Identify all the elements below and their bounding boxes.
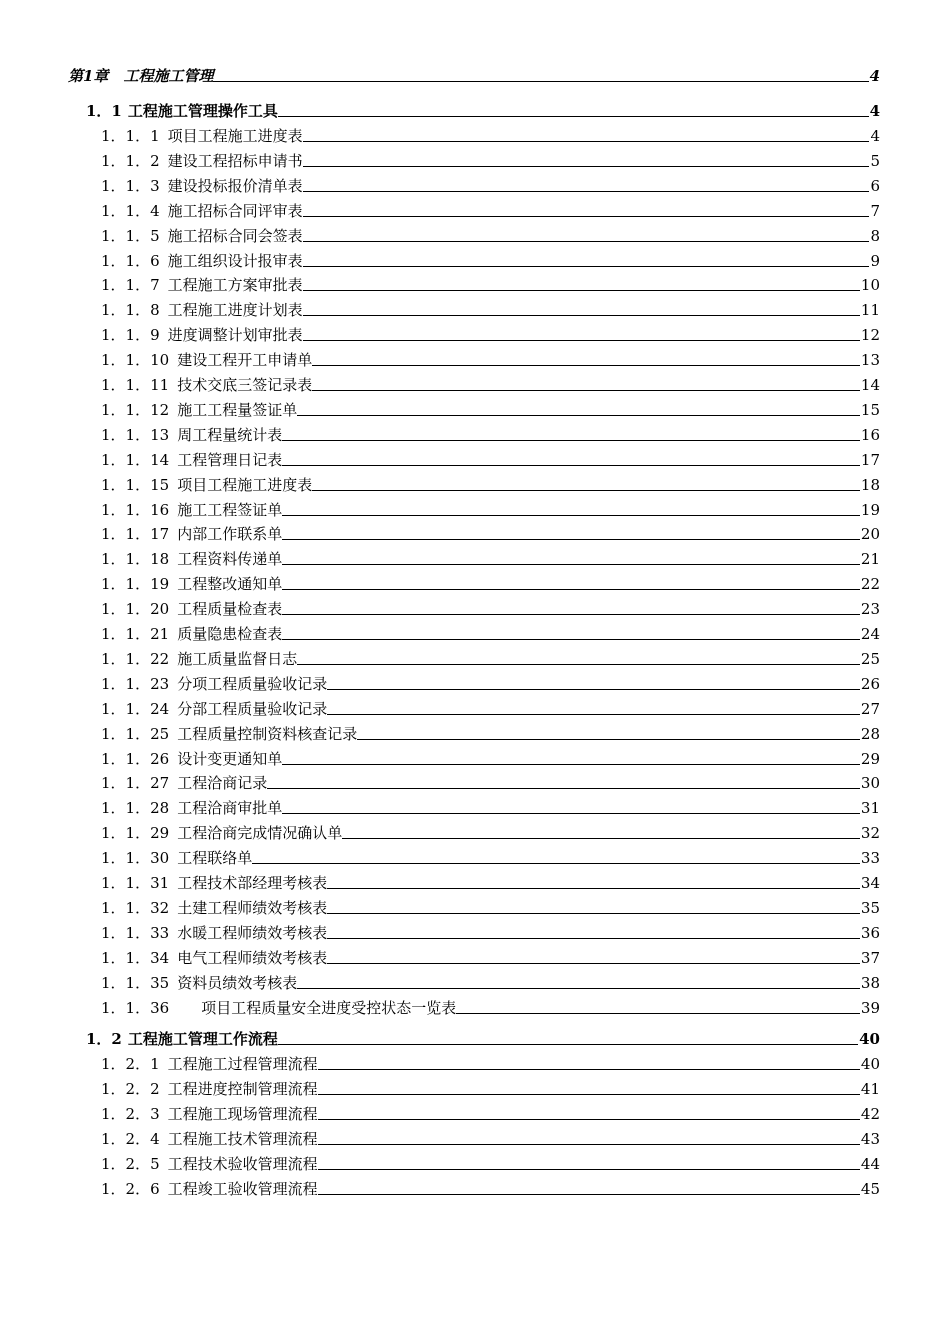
page-number: 28 (860, 724, 880, 743)
page-number: 35 (860, 898, 880, 917)
dot-leader (282, 763, 860, 765)
toc-item-entry-title: 工程整改通知单 (177, 575, 283, 594)
page-number: 33 (860, 849, 880, 868)
page-number: 16 (860, 425, 880, 444)
toc-item-entry-title: 工程管理日记表 (177, 450, 283, 469)
toc-item-entry-title: 施工质量监督日志 (177, 649, 298, 668)
page-number: 30 (860, 774, 880, 793)
toc-item-entry-title: 工程洽商完成情况确认单 (177, 824, 343, 843)
toc-item-entry-title: 建设投标报价清单表 (167, 176, 303, 195)
toc-item-entry[interactable] (101, 795, 880, 817)
toc-item-entry[interactable] (101, 1151, 880, 1173)
toc-item-entry-title: 建设工程开工申请单 (177, 351, 313, 370)
toc-item-entry-number: 1．1．20 (101, 600, 170, 619)
toc-item-entry-title: 项目工程质量安全进度受控状态一览表 (201, 998, 457, 1017)
toc-item-entry-number: 1．1．3 (101, 176, 160, 195)
toc-item-entry-number: 1．1．36 (101, 998, 170, 1017)
toc-item-entry-number: 1．2．2 (101, 1080, 160, 1099)
toc-item-entry-title: 工程质量检查表 (177, 600, 283, 619)
dot-leader (303, 140, 870, 142)
page-number: 37 (860, 948, 880, 967)
page-number: 44 (860, 1155, 880, 1173)
toc-item-entry-number: 1．1．5 (101, 226, 160, 245)
toc-item-entry-number: 1．1．31 (101, 874, 170, 892)
toc-item-entry-title: 分项工程质量验收记录 (177, 674, 328, 693)
toc-item-entry-title: 资料员绩效考核表 (177, 973, 298, 992)
toc-item-entry-title: 工程施工现场管理流程 (167, 1105, 318, 1124)
dot-leader (303, 265, 870, 267)
page-number: 31 (860, 799, 880, 818)
toc-item-entry-number: 1．1．33 (101, 923, 170, 942)
dot-leader (303, 240, 870, 242)
toc-item-entry-number: 1．1．12 (101, 400, 170, 419)
toc-item-entry-title: 电气工程师绩效考核表 (177, 948, 328, 967)
page-number: 7 (870, 201, 880, 220)
page-number: 38 (860, 973, 880, 992)
toc-item-entry-title: 工程技术验收管理流程 (167, 1155, 318, 1173)
toc-item-entry[interactable] (101, 770, 880, 792)
dot-leader (327, 937, 860, 939)
page-number: 6 (870, 176, 880, 195)
dot-leader (456, 1012, 860, 1014)
page-number: 18 (860, 475, 880, 494)
toc-item-entry-title: 工程质量控制资料核查记录 (177, 724, 358, 743)
chapter-number: 第1章 (68, 67, 124, 85)
toc-item-entry[interactable] (101, 671, 880, 693)
page-number: 26 (860, 674, 880, 693)
dot-leader (303, 165, 870, 167)
page-number: 25 (860, 649, 880, 668)
page-number: 23 (860, 600, 880, 619)
toc-item-entry[interactable] (101, 1076, 880, 1098)
dot-leader (327, 713, 860, 715)
toc-item-entry[interactable] (101, 397, 880, 419)
dot-leader (282, 588, 860, 590)
dot-leader (282, 613, 860, 615)
page-number: 45 (860, 1179, 880, 1198)
page-number: 9 (870, 251, 880, 270)
toc-item-entry[interactable] (101, 920, 880, 942)
dot-leader (282, 464, 860, 466)
toc-item-entry-title: 施工招标合同会签表 (167, 226, 303, 245)
dot-leader (252, 862, 860, 864)
toc-item-entry[interactable] (101, 596, 880, 618)
toc-item-entry-title: 施工工程量签证单 (177, 400, 298, 419)
toc-item-entry-number: 1．1．35 (101, 973, 170, 992)
toc-item-entry-number: 1．1．15 (101, 475, 170, 494)
page-number: 40 (859, 1030, 880, 1049)
toc-item-entry-title: 施工招标合同评审表 (167, 201, 303, 220)
dot-leader (327, 912, 860, 914)
page-number: 4 (869, 102, 880, 120)
toc-item-entry-title: 分部工程质量验收记录 (177, 699, 328, 718)
toc-item-entry-number: 1．2．5 (101, 1155, 160, 1173)
dot-leader (267, 787, 860, 789)
page-number: 8 (870, 226, 880, 245)
page-number: 24 (860, 625, 880, 643)
dot-leader (282, 514, 860, 516)
toc-item-entry[interactable] (101, 1176, 880, 1198)
toc-item-entry-title: 周工程量统计表 (177, 425, 283, 444)
dot-leader (327, 688, 860, 690)
toc-item-entry-number: 1．1．4 (101, 201, 160, 220)
dot-leader (282, 812, 860, 814)
toc-item-entry-number: 1．1．25 (101, 724, 170, 743)
toc-item-entry-title: 施工工程签证单 (177, 500, 283, 519)
dot-leader (282, 538, 860, 540)
toc-item-entry[interactable] (101, 895, 880, 917)
toc-item-entry-number: 1．2．3 (101, 1105, 160, 1124)
page-number: 36 (860, 923, 880, 942)
dot-leader (213, 80, 868, 82)
dot-leader (297, 987, 860, 989)
toc-item-entry-number: 1．1．29 (101, 824, 170, 843)
toc-section-entry-title: 工程施工管理工作流程 (127, 1030, 278, 1049)
toc-item-entry-number: 1．1．26 (101, 749, 170, 768)
dot-leader (318, 1193, 860, 1195)
page-number: 4 (869, 67, 880, 85)
page-number: 12 (860, 326, 880, 345)
toc-item-entry-number: 1．1．21 (101, 625, 170, 643)
toc-item-entry-title: 技术交底三签记录表 (177, 376, 313, 394)
page-number: 14 (860, 376, 880, 394)
toc-item-entry-title: 质量隐患检查表 (177, 625, 283, 643)
dot-leader (282, 439, 860, 441)
toc-item-entry-title: 工程洽商记录 (177, 774, 268, 793)
toc-item-entry-number: 1．2．4 (101, 1130, 160, 1149)
dot-leader (312, 364, 860, 366)
toc-item-entry-number: 1．1．16 (101, 500, 170, 519)
toc-item-entry-number: 1．1．13 (101, 425, 170, 444)
toc-item-entry[interactable] (101, 696, 880, 718)
page-number: 13 (860, 351, 880, 370)
page-number: 34 (860, 874, 880, 892)
toc-item-entry-number: 1．1．11 (101, 376, 170, 394)
page-number: 41 (860, 1080, 880, 1099)
dot-leader (318, 1168, 860, 1170)
dot-leader (282, 563, 860, 565)
page-number: 15 (860, 400, 880, 419)
toc-item-entry[interactable] (101, 995, 880, 1017)
toc-item-entry[interactable] (101, 1101, 880, 1123)
toc-item-entry-title: 工程竣工验收管理流程 (167, 1179, 318, 1198)
page-number: 17 (860, 450, 880, 469)
toc-item-entry-number: 1．1．7 (101, 276, 160, 295)
toc-section-entry-title: 工程施工管理操作工具 (127, 102, 278, 120)
toc-item-entry-number: 1．1．1 (101, 127, 160, 145)
toc-item-entry[interactable] (101, 322, 880, 344)
chapter-title: 工程施工管理 (123, 67, 214, 85)
page-number: 40 (860, 1055, 880, 1074)
page-number: 43 (860, 1130, 880, 1149)
toc-item-entry[interactable] (101, 198, 880, 220)
page-number: 11 (860, 301, 880, 320)
toc-item-entry-title: 工程施工方案审批表 (167, 276, 303, 295)
toc-item-entry-title: 工程资料传递单 (177, 550, 283, 569)
toc-item-entry[interactable] (101, 646, 880, 668)
toc-item-entry-title: 工程施工技术管理流程 (167, 1130, 318, 1149)
toc-item-entry[interactable] (101, 1126, 880, 1148)
toc-item-entry-title: 建设工程招标申请书 (167, 151, 303, 170)
page-number: 19 (860, 500, 880, 519)
toc-item-entry-number: 1．1．10 (101, 351, 170, 370)
toc-item-entry-title: 水暖工程师绩效考核表 (177, 923, 328, 942)
page-number: 10 (860, 276, 880, 295)
toc-item-entry[interactable] (101, 721, 880, 743)
dot-leader (342, 837, 860, 839)
dot-leader (303, 289, 860, 291)
dot-leader (312, 389, 860, 391)
toc-item-entry[interactable] (101, 945, 880, 967)
toc-item-entry[interactable] (101, 970, 880, 992)
toc-item-entry-number: 1．1．27 (101, 774, 170, 793)
dot-leader (303, 190, 870, 192)
toc-item-entry-title: 工程进度控制管理流程 (167, 1080, 318, 1099)
toc-item-entry-title: 工程洽商审批单 (177, 799, 283, 818)
toc-item-entry-title: 设计变更通知单 (177, 749, 283, 768)
toc-item-entry[interactable] (101, 123, 880, 145)
toc-item-entry[interactable] (101, 447, 880, 469)
dot-leader (303, 215, 870, 217)
dot-leader (297, 663, 860, 665)
toc-item-entry[interactable] (101, 472, 880, 494)
dot-leader (303, 314, 860, 316)
page-number: 32 (860, 824, 880, 843)
toc-section-entry[interactable] (86, 1026, 880, 1048)
toc-item-entry-number: 1．1．18 (101, 550, 170, 569)
toc-item-entry-number: 1．1．9 (101, 326, 160, 345)
dot-leader (327, 887, 860, 889)
toc-item-entry[interactable] (101, 422, 880, 444)
toc-item-entry[interactable] (101, 820, 880, 842)
dot-leader (318, 1143, 860, 1145)
dot-leader (312, 489, 860, 491)
toc-item-entry[interactable] (101, 1051, 880, 1073)
toc-item-entry-title: 工程技术部经理考核表 (177, 874, 328, 892)
toc-item-entry-number: 1．1．28 (101, 799, 170, 818)
dot-leader (357, 738, 860, 740)
toc-section-entry-number: 1．2 (86, 1030, 122, 1049)
page-number: 21 (860, 550, 880, 569)
toc-item-entry[interactable] (101, 746, 880, 768)
dot-leader (318, 1118, 860, 1120)
toc-item-entry[interactable] (101, 571, 880, 593)
dot-leader (278, 115, 869, 117)
toc-item-entry-title: 施工组织设计报审表 (167, 251, 303, 270)
toc-section-entry[interactable] (86, 98, 880, 120)
toc-item-entry[interactable] (101, 297, 880, 319)
dot-leader (327, 962, 860, 964)
dot-leader (318, 1093, 860, 1095)
page-number: 22 (860, 575, 880, 594)
toc-item-entry[interactable] (101, 272, 880, 294)
dot-leader (318, 1068, 860, 1070)
toc-item-entry[interactable] (101, 521, 880, 543)
toc-item-entry-number: 1．1．22 (101, 649, 170, 668)
toc-item-entry-title: 工程联络单 (177, 849, 253, 868)
toc-item-entry-number: 1．1．17 (101, 525, 170, 544)
toc-item-entry[interactable] (101, 621, 880, 643)
toc-item-entry[interactable] (101, 497, 880, 519)
toc-item-entry-number: 1．1．2 (101, 151, 160, 170)
toc-item-entry[interactable] (101, 546, 880, 568)
toc-item-entry[interactable] (101, 372, 880, 394)
page-number: 42 (860, 1105, 880, 1124)
toc-item-entry-title: 工程施工进度计划表 (167, 301, 303, 320)
page-number: 39 (860, 998, 880, 1017)
toc-item-entry[interactable] (101, 248, 880, 270)
toc-item-entry-number: 1．1．24 (101, 699, 170, 718)
page-number: 5 (870, 151, 880, 170)
toc-item-entry-number: 1．2．1 (101, 1055, 160, 1074)
toc-item-entry-number: 1．2．6 (101, 1179, 160, 1198)
page-number: 4 (870, 127, 880, 145)
toc-item-entry-title: 进度调整计划审批表 (167, 326, 303, 345)
toc-item-entry-number: 1．1．34 (101, 948, 170, 967)
toc-item-entry[interactable] (101, 845, 880, 867)
page-number: 27 (860, 699, 880, 718)
toc-item-entry-number: 1．1．14 (101, 450, 170, 469)
toc-item-entry-title: 工程施工过程管理流程 (167, 1055, 318, 1074)
toc-section-entry-number: 1．1 (86, 102, 122, 120)
toc-item-entry-number: 1．1．8 (101, 301, 160, 320)
toc-item-entry-title: 项目工程施工进度表 (177, 475, 313, 494)
toc-item-entry[interactable] (101, 347, 880, 369)
toc-item-entry[interactable] (101, 148, 880, 170)
page-number: 29 (860, 749, 880, 768)
toc-chapter-entry[interactable] (68, 63, 880, 85)
toc-item-entry-title: 内部工作联系单 (177, 525, 283, 544)
page-number: 20 (860, 525, 880, 544)
dot-leader (278, 1043, 858, 1045)
toc-item-entry[interactable] (101, 223, 880, 245)
toc-item-entry[interactable] (101, 870, 880, 892)
dot-leader (297, 414, 860, 416)
toc-item-entry-number: 1．1．30 (101, 849, 170, 868)
toc-item-entry-number: 1．1．19 (101, 575, 170, 594)
toc-item-entry-title: 土建工程师绩效考核表 (177, 898, 328, 917)
toc-item-entry-number: 1．1．6 (101, 251, 160, 270)
toc-item-entry-title: 项目工程施工进度表 (167, 127, 303, 145)
toc-item-entry-number: 1．1．23 (101, 674, 170, 693)
toc-item-entry-number: 1．1．32 (101, 898, 170, 917)
dot-leader (303, 339, 860, 341)
toc-item-entry[interactable] (101, 173, 880, 195)
dot-leader (282, 638, 860, 640)
